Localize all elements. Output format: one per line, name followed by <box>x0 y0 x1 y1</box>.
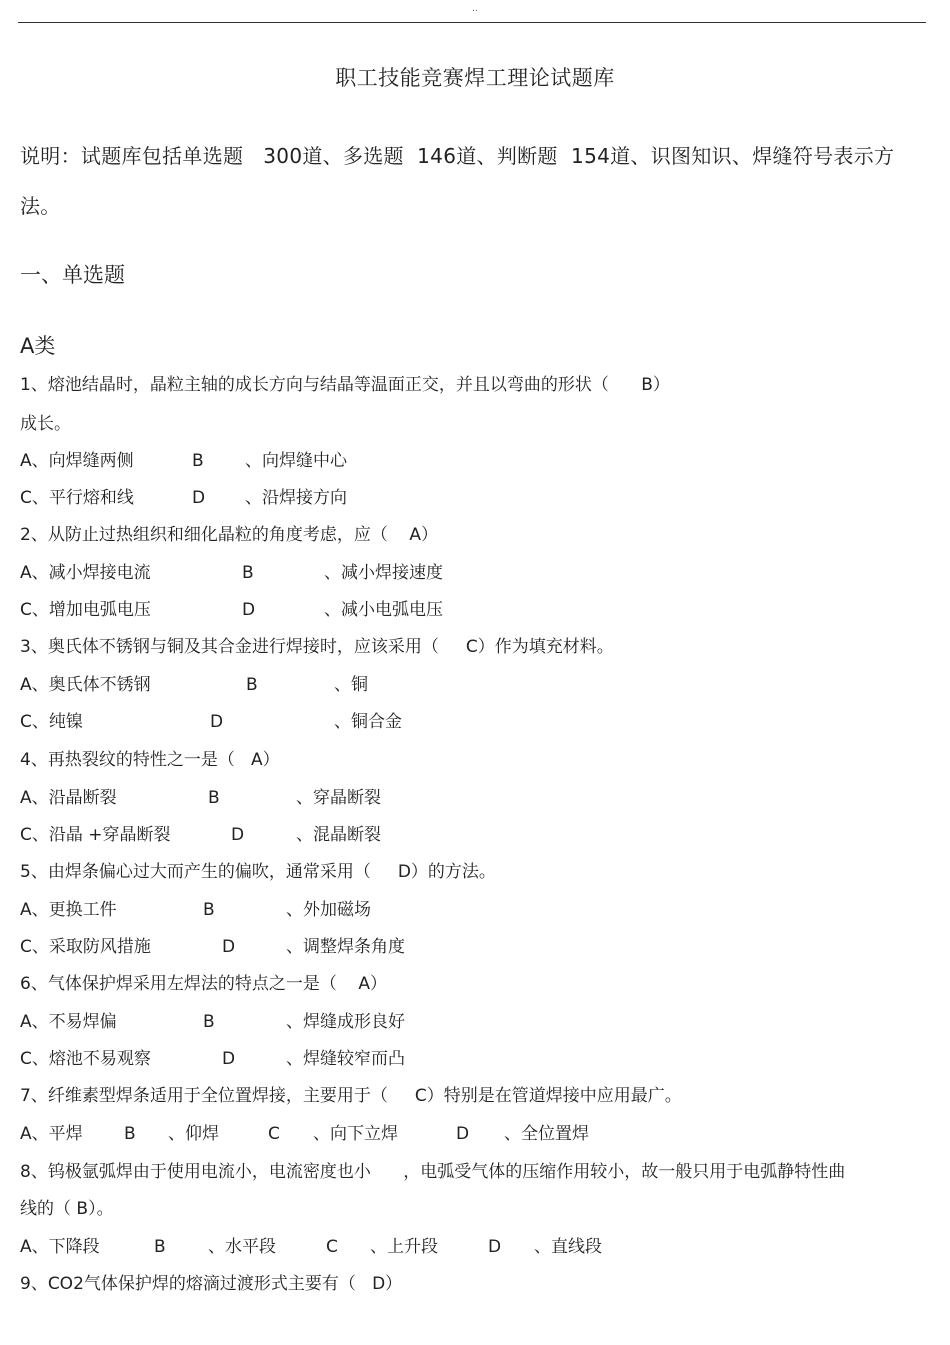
option-row <box>20 936 920 958</box>
option-row <box>20 487 920 509</box>
option-d-letter: D <box>242 600 256 620</box>
option-d-letter: D <box>192 488 206 508</box>
question-4: 4、再热裂纹的特性之一是（ A） <box>20 750 280 770</box>
option-c: 、上升段 <box>370 1237 438 1257</box>
option-b: 、仰焊 <box>168 1124 219 1144</box>
question-8: 8、钨极氩弧焊由于使用电流小，电流密度也小 ，电弧受气体的压缩作用较小，故一般只用于电弧静特性曲 <box>20 1162 846 1182</box>
option-b: 、外加磁场 <box>286 900 371 920</box>
option-d: 、混晶断裂 <box>296 825 381 845</box>
option-c-letter: C <box>326 1237 338 1257</box>
option-b: 、向焊缝中心 <box>245 451 347 471</box>
option-d: 、调整焊条角度 <box>286 937 405 957</box>
question-2: 2、从防止过热组织和细化晶粒的角度考虑，应（ A） <box>20 525 439 545</box>
option-a: A、不易焊偏 <box>20 1012 117 1032</box>
option-row <box>20 450 920 472</box>
option-c-letter: C <box>268 1124 280 1144</box>
option-a: A、向焊缝两侧 <box>20 451 134 471</box>
option-b-letter: B <box>203 1012 215 1032</box>
option-row <box>20 1236 920 1258</box>
option-row <box>20 562 920 584</box>
option-d: 、全位置焊 <box>504 1124 589 1144</box>
option-d-letter: D <box>456 1124 470 1144</box>
intro-line-1: 说明：试题库包括单选题 300道、多选题 146道、判断题 154道、识图知识、焊缝符号表示方 <box>20 144 895 168</box>
question-7: 7、纤维素型焊条适用于全位置焊接，主要用于（ C）特别是在管道焊接中应用最广。 <box>20 1086 682 1106</box>
option-d-letter: D <box>210 712 224 732</box>
option-row <box>20 787 920 809</box>
option-b-letter: B <box>246 675 258 695</box>
option-row <box>20 1011 920 1033</box>
option-b-letter: B <box>203 900 215 920</box>
option-b-letter: B <box>154 1237 166 1257</box>
option-b: 、减小焊接速度 <box>324 563 443 583</box>
intro-line-2: 法。 <box>20 194 61 218</box>
option-row <box>20 1048 920 1070</box>
question-1-cont: 成长。 <box>20 414 71 434</box>
option-c: C、沿晶 +穿晶断裂 <box>20 825 171 845</box>
header-dots: .. <box>472 4 478 14</box>
option-d: 、直线段 <box>534 1237 602 1257</box>
option-d-letter: D <box>488 1237 502 1257</box>
question-1: 1、熔池结晶时，晶粒主轴的成长方向与结晶等温面正交，并且以弯曲的形状（ B） <box>20 375 670 395</box>
question-9: 9、CO2气体保护焊的熔滴过渡形式主要有（ D） <box>20 1274 403 1294</box>
option-d-letter: D <box>222 1049 236 1069</box>
option-row <box>20 824 920 846</box>
option-d-letter: D <box>222 937 236 957</box>
option-row <box>20 1123 920 1145</box>
option-b-letter: B <box>124 1124 136 1144</box>
category-title: A类 <box>20 334 56 358</box>
section-title: 一、单选题 <box>20 263 125 287</box>
option-b: 、穿晶断裂 <box>296 788 381 808</box>
option-d: 、沿焊接方向 <box>245 488 347 508</box>
option-a: A、奥氏体不锈钢 <box>20 675 151 695</box>
option-b-letter: B <box>242 563 254 583</box>
document-title: 职工技能竞赛焊工理论试题库 <box>335 66 615 90</box>
question-3: 3、奥氏体不锈钢与铜及其合金进行焊接时，应该采用（ C）作为填充材料。 <box>20 637 614 657</box>
option-b-letter: B <box>208 788 220 808</box>
option-a: A、更换工件 <box>20 900 117 920</box>
option-row <box>20 599 920 621</box>
option-b: 、铜 <box>334 675 368 695</box>
option-a: A、减小焊接电流 <box>20 563 151 583</box>
option-d: 、减小电弧电压 <box>324 600 443 620</box>
option-c: 、向下立焊 <box>313 1124 398 1144</box>
option-c: C、平行熔和线 <box>20 488 134 508</box>
option-c: C、纯镍 <box>20 712 83 732</box>
option-b: 、焊缝成形良好 <box>286 1012 405 1032</box>
option-c: C、采取防风措施 <box>20 937 151 957</box>
option-d-letter: D <box>231 825 245 845</box>
option-a: A、下降段 <box>20 1237 100 1257</box>
option-row <box>20 899 920 921</box>
question-6: 6、气体保护焊采用左焊法的特点之一是（ A） <box>20 974 388 994</box>
option-b: 、水平段 <box>208 1237 276 1257</box>
option-a: A、沿晶断裂 <box>20 788 117 808</box>
header-rule <box>18 22 926 23</box>
option-d: 、铜合金 <box>334 712 402 732</box>
option-row <box>20 711 920 733</box>
option-c: C、熔池不易观察 <box>20 1049 151 1069</box>
option-c: C、增加电弧电压 <box>20 600 151 620</box>
option-a: A、平焊 <box>20 1124 83 1144</box>
option-d: 、焊缝较窄而凸 <box>286 1049 405 1069</box>
option-row <box>20 674 920 696</box>
question-5: 5、由焊条偏心过大而产生的偏吹，通常采用（ D）的方法。 <box>20 862 496 882</box>
question-8-cont: 线的（ B）。 <box>20 1199 114 1219</box>
option-b-letter: B <box>192 451 204 471</box>
